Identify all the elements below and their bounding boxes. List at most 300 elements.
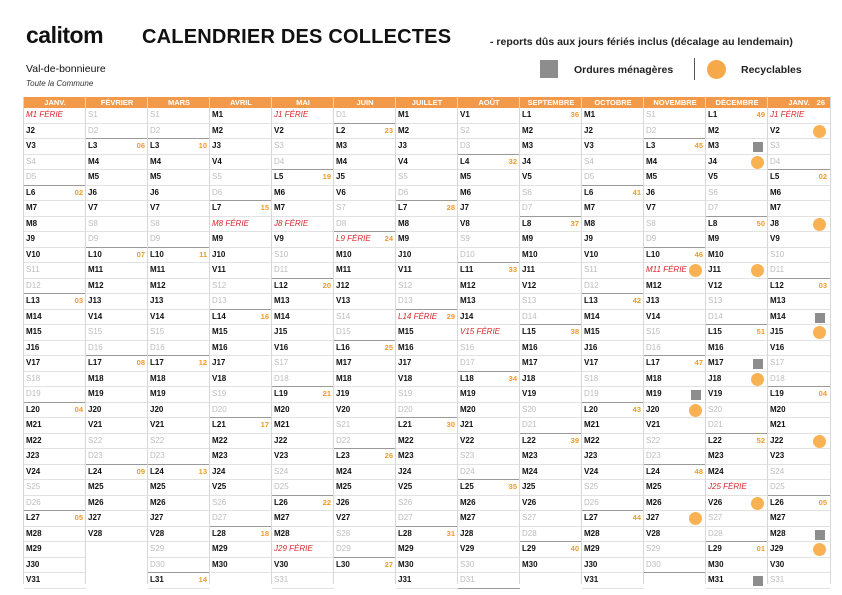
day-cell xyxy=(334,325,396,341)
day-label: S7 xyxy=(336,203,346,212)
day-label: M22 xyxy=(398,435,414,445)
week-number: 16 xyxy=(260,311,269,321)
day-cell xyxy=(520,201,582,217)
week-number: 26 xyxy=(384,451,393,460)
day-label: L23 xyxy=(336,451,350,460)
day-label: L31 xyxy=(150,575,164,584)
day-cell xyxy=(644,217,706,233)
day-cell xyxy=(86,108,148,124)
day-label: M4 xyxy=(88,156,100,166)
ordures-collection-square-icon xyxy=(815,313,825,323)
day-label: M20 xyxy=(460,404,476,414)
day-label: D14 xyxy=(708,311,723,321)
day-cell xyxy=(24,248,86,264)
day-cell xyxy=(272,310,334,326)
day-cell xyxy=(520,217,582,233)
day-cell xyxy=(24,558,86,574)
day-cell xyxy=(148,139,210,155)
day-label: V14 xyxy=(150,311,165,321)
month-column xyxy=(767,97,831,584)
day-cell xyxy=(706,341,768,357)
day-label: D25 xyxy=(274,482,289,491)
day-label: V20 xyxy=(336,404,351,414)
day-label: L13 xyxy=(584,296,598,305)
week-number: 33 xyxy=(508,265,517,274)
day-cell xyxy=(148,170,210,186)
day-cell xyxy=(334,356,396,372)
day-label: M27 xyxy=(770,513,786,522)
day-label: J12 xyxy=(336,280,350,290)
week-number: 49 xyxy=(756,110,765,119)
day-label: M8 xyxy=(398,218,410,228)
day-cell xyxy=(582,124,644,140)
day-label: D6 xyxy=(212,187,223,197)
day-label: M17 xyxy=(336,358,352,367)
day-cell xyxy=(210,527,272,543)
day-label: M27 xyxy=(460,513,476,522)
day-label: D23 xyxy=(150,451,165,460)
day-label: S20 xyxy=(708,404,723,414)
day-label: J14 xyxy=(460,311,474,321)
day-label: V17 xyxy=(26,358,41,367)
day-label: M22 xyxy=(212,435,228,445)
day-cell xyxy=(86,325,148,341)
week-number: 40 xyxy=(570,544,579,553)
day-cell xyxy=(706,124,768,140)
day-label: J2 xyxy=(26,125,35,135)
day-label: D29 xyxy=(336,544,351,553)
day-cell xyxy=(210,124,272,140)
day-label: D30 xyxy=(150,559,165,569)
day-label: V4 xyxy=(212,156,222,166)
day-cell xyxy=(768,108,830,124)
day-label: M2 xyxy=(212,125,224,135)
day-cell xyxy=(582,341,644,357)
day-label: V8 xyxy=(460,218,470,228)
day-cell xyxy=(396,573,458,589)
day-label: M6 xyxy=(274,187,286,197)
day-cell xyxy=(86,310,148,326)
week-number: 12 xyxy=(198,358,207,367)
day-cell xyxy=(334,449,396,465)
day-label: M30 xyxy=(398,559,414,569)
day-cell xyxy=(24,573,86,589)
day-label: M9 xyxy=(398,234,410,243)
day-label: V10 xyxy=(584,249,599,259)
day-cell xyxy=(396,418,458,434)
day-label: V4 xyxy=(398,156,408,166)
holiday-label: J1 FÉRIE xyxy=(274,110,309,119)
day-cell xyxy=(148,449,210,465)
week-number: 02 xyxy=(74,187,83,197)
day-cell xyxy=(148,542,210,558)
day-label: V31 xyxy=(584,575,599,584)
day-cell xyxy=(272,387,334,403)
day-cell xyxy=(582,542,644,558)
day-label: M22 xyxy=(584,435,600,445)
day-cell xyxy=(458,248,520,264)
day-cell xyxy=(396,511,458,527)
month-column xyxy=(643,97,706,584)
day-label: M31 xyxy=(708,575,724,584)
day-cell xyxy=(210,480,272,496)
holiday-label: J1 FÉRIE xyxy=(770,110,805,119)
day-label: M7 xyxy=(26,203,38,212)
day-cell xyxy=(582,232,644,248)
day-cell xyxy=(272,186,334,202)
day-label: V10 xyxy=(26,249,41,259)
day-cell xyxy=(24,387,86,403)
day-cell xyxy=(334,542,396,558)
day-label: L3 xyxy=(88,141,98,150)
day-label: L5 xyxy=(274,172,284,181)
day-label: M4 xyxy=(150,156,162,166)
day-label: V7 xyxy=(150,203,160,212)
day-label: D12 xyxy=(26,280,41,290)
day-label: J17 xyxy=(212,358,226,367)
day-cell xyxy=(86,170,148,186)
day-cell xyxy=(768,418,830,434)
day-label: M16 xyxy=(398,342,414,352)
day-label: J9 xyxy=(584,234,593,243)
day-label: J23 xyxy=(26,451,40,460)
day-cell xyxy=(458,325,520,341)
day-cell xyxy=(768,124,830,140)
day-cell xyxy=(644,480,706,496)
week-number: 07 xyxy=(136,249,145,259)
day-label: M12 xyxy=(150,280,166,290)
week-number: 09 xyxy=(136,466,145,476)
holiday-note: - reports dûs aux jours fériés inclus (décalage au lendemain) xyxy=(490,36,793,48)
day-cell xyxy=(24,263,86,279)
week-number: 04 xyxy=(818,389,827,398)
day-cell xyxy=(644,542,706,558)
week-number: 46 xyxy=(694,249,703,259)
week-number: 37 xyxy=(570,218,579,228)
day-cell xyxy=(458,232,520,248)
day-cell xyxy=(706,511,768,527)
day-label: L3 xyxy=(150,141,160,150)
day-label: L18 xyxy=(460,373,474,383)
day-cell xyxy=(458,449,520,465)
day-label: S10 xyxy=(274,249,289,259)
day-label: M19 xyxy=(150,389,166,398)
day-cell xyxy=(334,527,396,543)
day-label: M4 xyxy=(336,156,348,166)
day-cell xyxy=(706,527,768,543)
day-label: D1 xyxy=(336,110,347,119)
day-label: J18 xyxy=(522,373,536,383)
day-cell xyxy=(24,186,86,202)
day-label: L19 xyxy=(770,389,784,398)
day-label: M15 xyxy=(584,327,600,336)
day-label: V16 xyxy=(274,342,289,352)
day-cell xyxy=(210,248,272,264)
day-cell xyxy=(396,465,458,481)
day-label: L21 xyxy=(398,420,412,429)
day-cell xyxy=(86,186,148,202)
day-cell xyxy=(458,186,520,202)
day-cell xyxy=(768,449,830,465)
day-label: D4 xyxy=(770,156,781,166)
day-label: D8 xyxy=(336,218,347,228)
day-label: J23 xyxy=(584,451,598,460)
day-label: M12 xyxy=(460,280,476,290)
day-cell xyxy=(334,387,396,403)
day-cell xyxy=(86,155,148,171)
day-cell xyxy=(210,201,272,217)
day-label: V9 xyxy=(770,234,780,243)
day-cell xyxy=(458,139,520,155)
day-cell xyxy=(520,139,582,155)
day-cell xyxy=(148,511,210,527)
day-label: V18 xyxy=(212,373,227,383)
day-label: D12 xyxy=(584,280,599,290)
day-cell xyxy=(458,511,520,527)
day-cell xyxy=(520,248,582,264)
day-label: V30 xyxy=(770,559,785,569)
day-label: S3 xyxy=(274,141,284,150)
day-cell xyxy=(272,496,334,512)
day-label: D15 xyxy=(336,327,351,336)
day-label: M19 xyxy=(460,389,476,398)
day-cell xyxy=(86,279,148,295)
week-number: 22 xyxy=(322,497,331,507)
day-cell xyxy=(768,139,830,155)
day-cell xyxy=(644,170,706,186)
day-label: M24 xyxy=(708,466,724,476)
month-header: OCTOBRE xyxy=(582,97,644,108)
day-label: M22 xyxy=(26,435,42,445)
day-cell xyxy=(210,372,272,388)
day-cell xyxy=(458,124,520,140)
day-cell xyxy=(396,496,458,512)
day-cell xyxy=(520,480,582,496)
day-cell xyxy=(210,217,272,233)
day-label: M25 xyxy=(88,482,104,491)
day-label: M12 xyxy=(88,280,104,290)
day-cell xyxy=(644,325,706,341)
day-label: D25 xyxy=(770,482,785,491)
day-cell xyxy=(644,341,706,357)
week-number: 39 xyxy=(570,435,579,445)
day-label: D10 xyxy=(460,249,475,259)
day-label: M18 xyxy=(336,373,352,383)
day-cell xyxy=(768,232,830,248)
day-cell xyxy=(334,341,396,357)
day-label: D16 xyxy=(150,342,165,352)
month-header: NOVEMBRE xyxy=(644,97,706,108)
day-cell xyxy=(148,527,210,543)
day-label: M23 xyxy=(398,451,414,460)
day-label: J28 xyxy=(460,528,474,538)
day-cell xyxy=(24,155,86,171)
day-label: L8 xyxy=(708,218,718,228)
ordures-collection-square-icon xyxy=(753,142,763,152)
day-label: M1 xyxy=(212,110,224,119)
day-cell xyxy=(458,170,520,186)
day-label: M18 xyxy=(150,373,166,383)
day-cell xyxy=(148,356,210,372)
day-cell xyxy=(86,201,148,217)
day-cell xyxy=(24,372,86,388)
day-label: V26 xyxy=(708,497,723,507)
day-label: J17 xyxy=(398,358,412,367)
day-label: L28 xyxy=(398,528,412,538)
day-label: D28 xyxy=(708,528,723,538)
day-cell xyxy=(334,403,396,419)
day-label: V12 xyxy=(708,280,723,290)
day-label: J21 xyxy=(460,420,474,429)
day-label: J8 xyxy=(770,218,779,228)
day-label: M8 xyxy=(26,218,38,228)
day-cell xyxy=(768,356,830,372)
day-cell xyxy=(706,558,768,574)
day-cell xyxy=(644,403,706,419)
recyclables-collection-dot-icon xyxy=(751,497,764,510)
day-cell xyxy=(86,449,148,465)
day-cell xyxy=(706,201,768,217)
day-cell xyxy=(24,201,86,217)
day-label: V17 xyxy=(584,358,599,367)
day-cell xyxy=(272,279,334,295)
day-cell xyxy=(148,465,210,481)
day-cell xyxy=(768,341,830,357)
day-cell xyxy=(458,527,520,543)
day-cell xyxy=(396,542,458,558)
day-cell xyxy=(458,341,520,357)
day-cell xyxy=(272,372,334,388)
month-header: AVRIL xyxy=(210,97,272,108)
day-label: V14 xyxy=(646,311,661,321)
day-label: D2 xyxy=(646,125,657,135)
day-label: J19 xyxy=(336,389,350,398)
day-label: M6 xyxy=(770,187,782,197)
day-cell xyxy=(210,170,272,186)
day-cell xyxy=(768,155,830,171)
day-cell xyxy=(272,527,334,543)
day-label: M20 xyxy=(274,404,290,414)
day-label: S1 xyxy=(88,110,98,119)
day-cell xyxy=(272,201,334,217)
day-cell xyxy=(148,573,210,589)
day-label: S19 xyxy=(212,389,227,398)
day-label: V26 xyxy=(522,497,537,507)
day-label: V11 xyxy=(398,265,412,274)
day-cell xyxy=(644,232,706,248)
day-label: L3 xyxy=(646,141,656,150)
day-label: V11 xyxy=(212,265,226,274)
day-label: L10 xyxy=(88,249,102,259)
day-cell xyxy=(334,279,396,295)
day-cell xyxy=(24,310,86,326)
day-cell xyxy=(644,434,706,450)
day-cell xyxy=(520,232,582,248)
day-cell xyxy=(458,372,520,388)
day-label: S17 xyxy=(770,358,785,367)
day-cell xyxy=(768,310,830,326)
week-number: 14 xyxy=(198,575,207,584)
day-cell xyxy=(582,217,644,233)
day-cell xyxy=(520,263,582,279)
day-cell xyxy=(210,542,272,558)
month-header: MAI xyxy=(272,97,334,108)
day-label: V28 xyxy=(646,528,661,538)
day-cell xyxy=(644,465,706,481)
day-cell xyxy=(706,434,768,450)
month-header: SEPTEMBRE xyxy=(520,97,582,108)
day-cell xyxy=(210,449,272,465)
day-cell xyxy=(706,496,768,512)
day-label: L26 xyxy=(274,497,288,507)
day-label: L12 xyxy=(770,280,784,290)
day-cell xyxy=(148,387,210,403)
day-cell xyxy=(334,465,396,481)
day-cell xyxy=(148,325,210,341)
day-cell xyxy=(210,279,272,295)
week-number: 32 xyxy=(508,156,517,166)
day-label: M21 xyxy=(274,420,290,429)
day-cell xyxy=(520,511,582,527)
week-number: 17 xyxy=(260,420,269,429)
day-label: D17 xyxy=(460,358,475,367)
day-cell xyxy=(458,480,520,496)
day-cell xyxy=(582,449,644,465)
day-label: S1 xyxy=(150,110,160,119)
day-label: L27 xyxy=(26,513,40,522)
day-label: V23 xyxy=(770,451,785,460)
day-cell xyxy=(706,279,768,295)
day-label: D7 xyxy=(522,203,533,212)
day-cell xyxy=(86,248,148,264)
day-label: M14 xyxy=(584,311,600,321)
day-cell xyxy=(148,155,210,171)
day-label: L12 xyxy=(274,280,288,290)
day-cell xyxy=(86,403,148,419)
day-cell xyxy=(24,465,86,481)
day-label: M16 xyxy=(708,342,724,352)
recyclables-collection-dot-icon xyxy=(689,404,702,417)
week-number: 36 xyxy=(570,110,579,119)
day-label: M2 xyxy=(398,125,410,135)
holiday-label: J8 FÉRIE xyxy=(274,218,309,228)
day-cell xyxy=(334,558,396,574)
day-label: M8 xyxy=(584,218,596,228)
day-cell xyxy=(706,108,768,124)
week-number: 31 xyxy=(446,528,455,538)
day-cell xyxy=(644,263,706,279)
day-cell xyxy=(24,480,86,496)
day-label: V13 xyxy=(336,296,351,305)
day-cell xyxy=(24,542,86,558)
day-label: J30 xyxy=(584,559,598,569)
day-label: D13 xyxy=(212,296,227,305)
day-label: J18 xyxy=(708,373,722,383)
week-number: 24 xyxy=(384,234,393,243)
calitom-logo: calitom xyxy=(26,22,104,48)
day-label: M23 xyxy=(212,451,228,460)
day-label: S22 xyxy=(646,435,661,445)
month-header: JANV. 26 xyxy=(768,97,830,108)
recyclables-collection-dot-icon xyxy=(751,264,764,277)
day-label: J20 xyxy=(88,404,102,414)
holiday-label: L9 FÉRIE xyxy=(336,234,371,243)
day-label: J3 xyxy=(212,141,221,150)
day-label: V22 xyxy=(460,435,475,445)
day-cell xyxy=(582,480,644,496)
day-label: M15 xyxy=(212,327,228,336)
day-cell xyxy=(582,387,644,403)
